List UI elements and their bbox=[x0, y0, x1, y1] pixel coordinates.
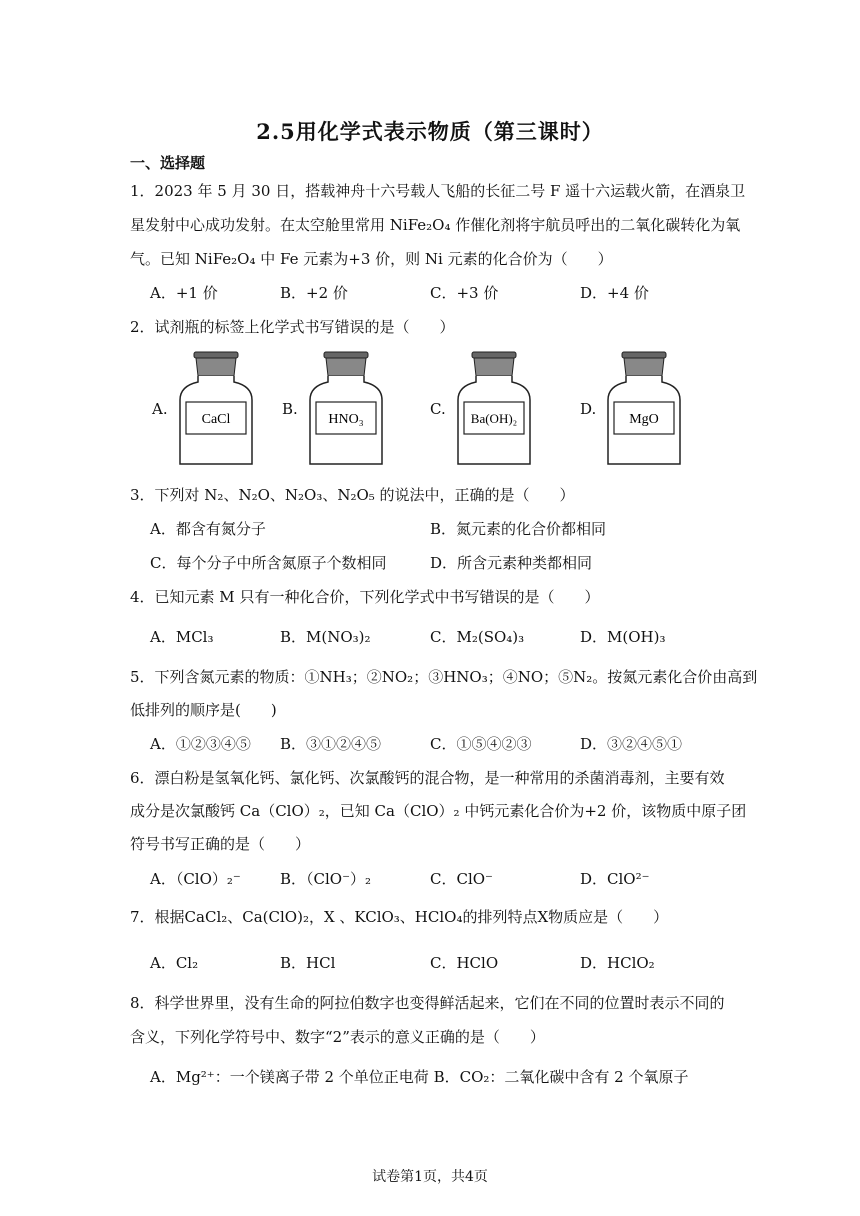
q3-option-d: D．所含元素种类都相同 bbox=[430, 554, 593, 572]
page-footer: 试卷第1页，共4页 bbox=[372, 1169, 488, 1185]
q5-option-b: B．③①②④⑤ bbox=[280, 735, 382, 753]
bottle-label-b: HNO₃ bbox=[328, 412, 364, 427]
q8-line3: A．Mg²⁺：一个镁离子带 2 个单位正电荷 B．CO₂：二氧化碳中含有 2 个氧原子 bbox=[150, 1068, 689, 1086]
q1-line2: 星发射中心成功发射。在太空舱里常用 NiFe₂O₄ 作催化剂将宇航员呼出的二氧化碳转化为氧 bbox=[130, 216, 741, 234]
q1-line3: 气。已知 NiFe₂O₄ 中 Fe 元素为+3 价，则 Ni 元素的化合价为（ ） bbox=[130, 250, 613, 268]
q6-option-a: A．（ClO）₂⁻ bbox=[150, 870, 241, 888]
q4-option-c: C．M₂(SO₄)₃ bbox=[430, 628, 525, 646]
q5-option-a: A．①②③④⑤ bbox=[150, 735, 251, 753]
q7-option-c: C．HClO bbox=[430, 954, 499, 972]
q1-option-d: D．+4 价 bbox=[580, 284, 649, 302]
q5-option-c: C．①⑤④②③ bbox=[430, 735, 532, 753]
q6-line2: 成分是次氯酸钙 Ca（ClO）₂，已知 Ca（ClO）₂ 中钙元素化合价为+2 价，该物质中原子团 bbox=[130, 802, 747, 820]
q2-stem: 2．试剂瓶的标签上化学式书写错误的是（ ） bbox=[130, 318, 455, 336]
page-title: 2.5用化学式表示物质（第三课时） bbox=[256, 119, 604, 144]
q8-line1: 8．科学世界里，没有生命的阿拉伯数字也变得鲜活起来，它们在不同的位置时表示不同的 bbox=[130, 994, 725, 1012]
bottle-label-c: Ba(OH)₂ bbox=[470, 411, 518, 426]
q6-option-c: C．ClO⁻ bbox=[430, 870, 493, 888]
reagent-bottle-icon bbox=[306, 350, 386, 468]
reagent-bottle-icon bbox=[604, 350, 684, 468]
q2-letter-a: A. bbox=[152, 400, 168, 418]
reagent-bottle-icon bbox=[454, 350, 534, 468]
q6-line1: 6．漂白粉是氢氧化钙、氯化钙、次氯酸钙的混合物，是一种常用的杀菌消毒剂，主要有效 bbox=[130, 769, 725, 787]
q6-option-b: B．（ClO⁻）₂ bbox=[280, 870, 372, 888]
q2-letter-b: B. bbox=[282, 400, 298, 418]
reagent-bottle-icon bbox=[176, 350, 256, 468]
q5-option-d: D．③②④⑤① bbox=[580, 735, 683, 753]
q1-option-a: A．+1 价 bbox=[150, 284, 218, 302]
q1-line1: 1．2023 年 5 月 30 日，搭载神舟十六号载人飞船的长征二号 F 遥十六运载火箭，在酒泉卫 bbox=[130, 182, 746, 200]
q3-option-b: B．氮元素的化合价都相同 bbox=[430, 520, 607, 538]
q3-option-c: C．每个分子中所含氮原子个数相同 bbox=[150, 554, 387, 572]
q1-option-c: C．+3 价 bbox=[430, 284, 499, 302]
q6-option-d: D．ClO²⁻ bbox=[580, 870, 650, 888]
q7-option-a: A．Cl₂ bbox=[150, 954, 199, 972]
q5-line2: 低排列的顺序是( ) bbox=[130, 701, 277, 719]
q3-stem: 3．下列对 N₂、N₂O、N₂O₃、N₂O₅ 的说法中，正确的是（ ） bbox=[130, 486, 575, 504]
q7-stem: 7．根据CaCl₂、Ca(ClO)₂，X 、KClO₃、HClO₄的排列特点X物质应是（ ） bbox=[130, 908, 669, 926]
q1-option-b: B．+2 价 bbox=[280, 284, 348, 302]
q2-letter-c: C. bbox=[430, 400, 446, 418]
section-heading: 一、选择题 bbox=[130, 154, 206, 172]
q5-line1: 5．下列含氮元素的物质：①NH₃；②NO₂；③HNO₃；④NO；⑤N₂。按氮元素化合价由高到 bbox=[130, 668, 758, 686]
q7-option-d: D．HClO₂ bbox=[580, 954, 655, 972]
bottle-label-d: MgO bbox=[629, 412, 659, 427]
q4-option-d: D．M(OH)₃ bbox=[580, 628, 666, 646]
q3-option-a: A．都含有氮分子 bbox=[150, 520, 266, 538]
q4-stem: 4．已知元素 M 只有一种化合价，下列化学式中书写错误的是（ ） bbox=[130, 588, 600, 606]
bottle-label-a: CaCl bbox=[201, 412, 231, 427]
q2-letter-d: D. bbox=[580, 400, 597, 418]
q4-option-b: B．M(NO₃)₂ bbox=[280, 628, 371, 646]
q6-line3: 符号书写正确的是（ ） bbox=[130, 835, 311, 853]
q7-option-b: B．HCl bbox=[280, 954, 336, 972]
q4-option-a: A．MCl₃ bbox=[150, 628, 214, 646]
q8-line2: 含义，下列化学符号中、数字“2”表示的意义正确的是（ ） bbox=[130, 1028, 545, 1046]
